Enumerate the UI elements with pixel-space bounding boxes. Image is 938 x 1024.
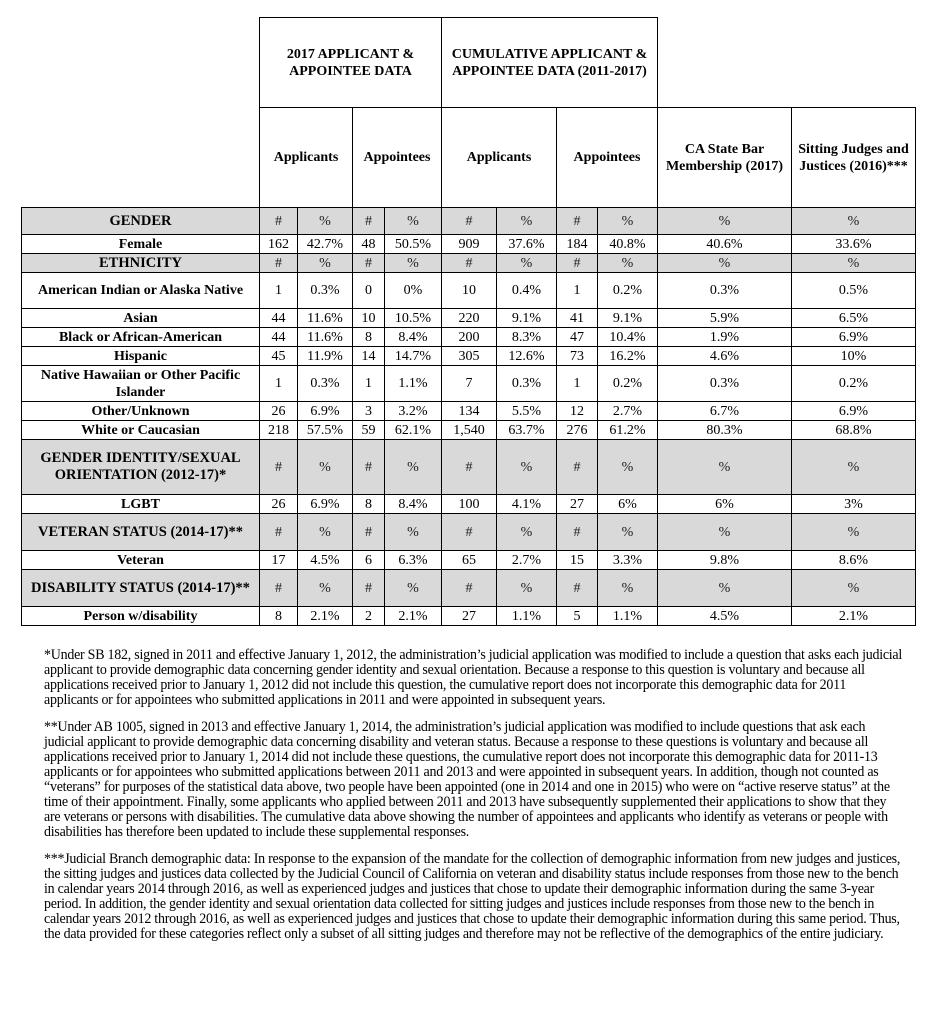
cell-value: 3.3% [598, 551, 658, 570]
cell-value: 73 [557, 347, 598, 366]
percent-symbol: % [298, 570, 353, 607]
cell-value: 27 [557, 495, 598, 514]
count-symbol: # [353, 570, 385, 607]
cell-value: 7 [442, 366, 497, 402]
count-symbol: # [557, 440, 598, 495]
cell-value: 2.7% [497, 551, 557, 570]
cell-value: 63.7% [497, 421, 557, 440]
cell-value: 8.3% [497, 328, 557, 347]
row-label: Veteran [22, 551, 260, 570]
cell-value: 218 [260, 421, 298, 440]
row-label: Black or African-American [22, 328, 260, 347]
row-label: LGBT [22, 495, 260, 514]
cell-value: 11.6% [298, 328, 353, 347]
cell-value: 4.6% [658, 347, 792, 366]
cell-value: 0.3% [658, 273, 792, 309]
header-state-bar: CA State Bar Membership (2017) [658, 108, 792, 208]
cell-value: 48 [353, 235, 385, 254]
row-label: Hispanic [22, 347, 260, 366]
percent-symbol: % [497, 254, 557, 273]
percent-symbol: % [792, 440, 916, 495]
section-title: ETHNICITY [22, 254, 260, 273]
count-symbol: # [442, 254, 497, 273]
percent-symbol: % [298, 208, 353, 235]
cell-value: 0.2% [792, 366, 916, 402]
cell-value: 57.5% [298, 421, 353, 440]
cell-value: 44 [260, 309, 298, 328]
cell-value: 8.4% [385, 495, 442, 514]
cell-value: 6.9% [298, 402, 353, 421]
section-title: GENDER IDENTITY/SEXUAL ORIENTATION (2012-17)* [22, 440, 260, 495]
cell-value: 47 [557, 328, 598, 347]
section-title: DISABILITY STATUS (2014-17)** [22, 570, 260, 607]
cell-value: 11.9% [298, 347, 353, 366]
percent-symbol: % [598, 440, 658, 495]
percent-symbol: % [792, 254, 916, 273]
section-title: GENDER [22, 208, 260, 235]
cell-value: 1.1% [385, 366, 442, 402]
cell-value: 2 [353, 607, 385, 626]
count-symbol: # [557, 570, 598, 607]
percent-symbol: % [658, 440, 792, 495]
cell-value: 305 [442, 347, 497, 366]
count-symbol: # [260, 208, 298, 235]
cell-value: 3.2% [385, 402, 442, 421]
cell-value: 2.1% [792, 607, 916, 626]
row-label: White or Caucasian [22, 421, 260, 440]
cell-value: 61.2% [598, 421, 658, 440]
table-row [22, 421, 916, 440]
percent-symbol: % [598, 570, 658, 607]
section-header-row [22, 254, 916, 273]
cell-value: 14.7% [385, 347, 442, 366]
blank-corner [22, 18, 260, 108]
percent-symbol: % [598, 514, 658, 551]
cell-value: 0.4% [497, 273, 557, 309]
percent-symbol: % [385, 570, 442, 607]
cell-value: 1.1% [497, 607, 557, 626]
section-header-row [22, 570, 916, 607]
cell-value: 65 [442, 551, 497, 570]
cell-value: 8 [353, 328, 385, 347]
cell-value: 3 [353, 402, 385, 421]
cell-value: 5 [557, 607, 598, 626]
section-header-row [22, 440, 916, 495]
percent-symbol: % [792, 208, 916, 235]
section-title: VETERAN STATUS (2014-17)** [22, 514, 260, 551]
cell-value: 3% [792, 495, 916, 514]
cell-value: 59 [353, 421, 385, 440]
cell-value: 68.8% [792, 421, 916, 440]
cell-value: 16.2% [598, 347, 658, 366]
cell-value: 0.3% [658, 366, 792, 402]
percent-symbol: % [792, 570, 916, 607]
cell-value: 45 [260, 347, 298, 366]
cell-value: 6.9% [298, 495, 353, 514]
cell-value: 0.3% [497, 366, 557, 402]
cell-value: 0.3% [298, 366, 353, 402]
cell-value: 41 [557, 309, 598, 328]
cell-value: 1 [260, 366, 298, 402]
percent-symbol: % [385, 514, 442, 551]
percent-symbol: % [658, 254, 792, 273]
cell-value: 12 [557, 402, 598, 421]
header-sitting-judges: Sitting Judges and Justices (2016)*** [792, 108, 916, 208]
percent-symbol: % [598, 254, 658, 273]
cell-value: 134 [442, 402, 497, 421]
row-label: American Indian or Alaska Native [22, 273, 260, 309]
count-symbol: # [557, 254, 598, 273]
row-label: Asian [22, 309, 260, 328]
table-row [22, 347, 916, 366]
table-row [22, 551, 916, 570]
count-symbol: # [442, 514, 497, 551]
count-symbol: # [260, 254, 298, 273]
cell-value: 0.5% [792, 273, 916, 309]
cell-value: 40.8% [598, 235, 658, 254]
cell-value: 2.7% [598, 402, 658, 421]
group-header-cumulative: CUMULATIVE APPLICANT & APPOINTEE DATA (2011-2017) [442, 18, 658, 108]
cell-value: 62.1% [385, 421, 442, 440]
cell-value: 1 [260, 273, 298, 309]
count-symbol: # [442, 570, 497, 607]
cell-value: 10% [792, 347, 916, 366]
cell-value: 33.6% [792, 235, 916, 254]
percent-symbol: % [497, 570, 557, 607]
cell-value: 6.9% [792, 402, 916, 421]
cell-value: 9.1% [497, 309, 557, 328]
cell-value: 15 [557, 551, 598, 570]
footnote-veteran-disability: **Under AB 1005, signed in 2013 and effective January 1, 2014, the administration’s judicial application was modified to include questions that ask each judicial applicant to provide demographic data concerning disability and veteran status. Because a response to these questions is voluntary and because all applications received prior to January 1, 2014 did not include these questions, the cumulative report does not incorporate this demographic data for 2011-13 applicants or for appointees who submitted applications between 2011 and 2013 and were appointed in subsequent years. In addition, though not counted as “veterans” for purposes of the statistical data above, two people have been appointed (one in 2014 and one in 2015) who were on “active reserve status” at the time of their appointment. Finally, some applicants who applied between 2011 and 2013 have subsequently supplemented their applications to show that they are veterans or persons with disabilities. The cumulative data above showing the number of appointees and applicants who identify as veterans or people with disabilities has therefore been updated to include these supplemental responses. [44, 719, 890, 840]
table-row [22, 235, 916, 254]
cell-value: 26 [260, 495, 298, 514]
section-header-row [22, 514, 916, 551]
cell-value: 4.5% [658, 607, 792, 626]
cell-value: 12.6% [497, 347, 557, 366]
cell-value: 40.6% [658, 235, 792, 254]
cell-value: 276 [557, 421, 598, 440]
percent-symbol: % [658, 570, 792, 607]
percent-symbol: % [497, 514, 557, 551]
cell-value: 162 [260, 235, 298, 254]
cell-value: 2.1% [298, 607, 353, 626]
percent-symbol: % [792, 514, 916, 551]
cell-value: 909 [442, 235, 497, 254]
cell-value: 0 [353, 273, 385, 309]
cell-value: 14 [353, 347, 385, 366]
cell-value: 1.9% [658, 328, 792, 347]
header-appointees-2017: Appointees [353, 108, 442, 208]
table-body [22, 208, 916, 626]
cell-value: 1 [557, 273, 598, 309]
cell-value: 9.8% [658, 551, 792, 570]
cell-value: 50.5% [385, 235, 442, 254]
count-symbol: # [442, 440, 497, 495]
blank-right [658, 18, 916, 108]
cell-value: 8.4% [385, 328, 442, 347]
cell-value: 6% [658, 495, 792, 514]
percent-symbol: % [598, 208, 658, 235]
footnotes [44, 648, 903, 954]
row-label: Native Hawaiian or Other Pacific Islander [22, 366, 260, 402]
cell-value: 100 [442, 495, 497, 514]
cell-value: 5.9% [658, 309, 792, 328]
count-symbol: # [353, 254, 385, 273]
demographics-table [21, 17, 916, 626]
section-header-row [22, 208, 916, 235]
table-row [22, 309, 916, 328]
percent-symbol: % [658, 208, 792, 235]
percent-symbol: % [298, 440, 353, 495]
cell-value: 1.1% [598, 607, 658, 626]
count-symbol: # [353, 208, 385, 235]
cell-value: 1 [557, 366, 598, 402]
cell-value: 27 [442, 607, 497, 626]
cell-value: 6.9% [792, 328, 916, 347]
cell-value: 4.1% [497, 495, 557, 514]
percent-symbol: % [497, 440, 557, 495]
count-symbol: # [353, 440, 385, 495]
cell-value: 0.3% [298, 273, 353, 309]
cell-value: 10.4% [598, 328, 658, 347]
cell-value: 5.5% [497, 402, 557, 421]
group-header-2017: 2017 APPLICANT & APPOINTEE DATA [260, 18, 442, 108]
cell-value: 80.3% [658, 421, 792, 440]
cell-value: 17 [260, 551, 298, 570]
cell-value: 8 [260, 607, 298, 626]
cell-value: 200 [442, 328, 497, 347]
cell-value: 8 [353, 495, 385, 514]
table-row [22, 495, 916, 514]
cell-value: 11.6% [298, 309, 353, 328]
row-label: Female [22, 235, 260, 254]
count-symbol: # [260, 570, 298, 607]
footnote-judicial-branch: ***Judicial Branch demographic data: In response to the expansion of the mandate for the collection of demographic information from new judges and justices, the sitting judges and justices data collected by the Judicial Council of California on veteran and disability status include responses from those new to the bench in calendar years 2014 through 2016, as well as experienced judges and justices that chose to update their demographic information during the same 3-year period. In addition, the gender identity and sexual orientation data collected for sitting judges and justices include responses from those new to the bench in calendar years 2012 through 2016, as well as experienced judges and justices that chose to update their demographic information during this same period. Thus, the data provided for these categories reflect only a subset of all sitting judges and therefore may not be reflective of the demographics of the entire judiciary. [44, 851, 901, 942]
cell-value: 4.5% [298, 551, 353, 570]
header-appointees-cumulative: Appointees [557, 108, 658, 208]
cell-value: 6.5% [792, 309, 916, 328]
percent-symbol: % [298, 514, 353, 551]
percent-symbol: % [385, 254, 442, 273]
count-symbol: # [442, 208, 497, 235]
count-symbol: # [353, 514, 385, 551]
cell-value: 1,540 [442, 421, 497, 440]
cell-value: 184 [557, 235, 598, 254]
cell-value: 8.6% [792, 551, 916, 570]
cell-value: 10 [353, 309, 385, 328]
cell-value: 6 [353, 551, 385, 570]
cell-value: 220 [442, 309, 497, 328]
footnote-gender-identity: *Under SB 182, signed in 2011 and effective January 1, 2012, the administration’s judicial application was modified to include a question that asks each judicial applicant to provide demographic data concerning gender identity and sexual orientation. Because a response to this question is voluntary and because all applications received prior to January 1, 2012 did not include this question, the cumulative report does not incorporate this demographic data for 2011 applicants or for appointees who submitted applications in 2011 and were appointed in subsequent years. [44, 647, 903, 708]
count-symbol: # [260, 514, 298, 551]
cell-value: 42.7% [298, 235, 353, 254]
percent-symbol: % [658, 514, 792, 551]
cell-value: 37.6% [497, 235, 557, 254]
table-row [22, 273, 916, 309]
cell-value: 0% [385, 273, 442, 309]
table-row [22, 366, 916, 402]
cell-value: 10 [442, 273, 497, 309]
percent-symbol: % [385, 440, 442, 495]
cell-value: 44 [260, 328, 298, 347]
cell-value: 2.1% [385, 607, 442, 626]
table-row [22, 402, 916, 421]
cell-value: 9.1% [598, 309, 658, 328]
cell-value: 6% [598, 495, 658, 514]
blank-corner-2 [22, 108, 260, 208]
percent-symbol: % [298, 254, 353, 273]
cell-value: 0.2% [598, 366, 658, 402]
row-label: Other/Unknown [22, 402, 260, 421]
table-row [22, 607, 916, 626]
cell-value: 26 [260, 402, 298, 421]
cell-value: 10.5% [385, 309, 442, 328]
count-symbol: # [557, 208, 598, 235]
count-symbol: # [557, 514, 598, 551]
cell-value: 0.2% [598, 273, 658, 309]
percent-symbol: % [497, 208, 557, 235]
header-applicants-2017: Applicants [260, 108, 353, 208]
table-row [22, 328, 916, 347]
cell-value: 1 [353, 366, 385, 402]
cell-value: 6.7% [658, 402, 792, 421]
count-symbol: # [260, 440, 298, 495]
row-label: Person w/disability [22, 607, 260, 626]
header-applicants-cumulative: Applicants [442, 108, 557, 208]
percent-symbol: % [385, 208, 442, 235]
cell-value: 6.3% [385, 551, 442, 570]
